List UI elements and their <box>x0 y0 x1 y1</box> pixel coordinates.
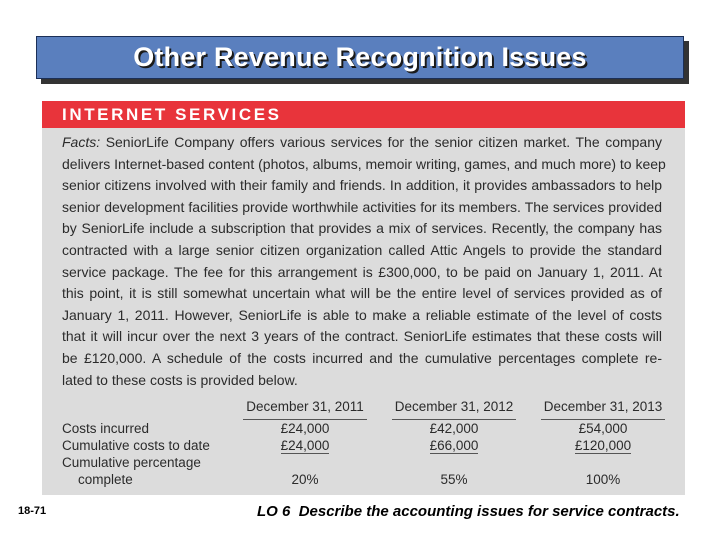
facts-line: delivers Internet-based content (photos, albums, memoir writing, games, and much more) to keep <box>62 155 666 172</box>
row-label-complete: complete <box>78 472 133 487</box>
cell-costs-2013: £54,000 <box>578 421 628 436</box>
row-label-costs-incurred: Costs incurred <box>62 421 150 436</box>
cell-percent-2013: 100% <box>585 472 621 487</box>
learning-objective-footer <box>257 503 680 520</box>
column-header-2012: December 31, 2012 <box>392 397 516 420</box>
facts-line: senior development facilities provide worthwhile activities for its members. The services provided <box>62 198 662 215</box>
cell-cumulative-2011: £24,000 <box>280 438 330 453</box>
cell-cumulative-2013: £120,000 <box>574 438 632 453</box>
facts-line: contracted with a large senior citizen organization called Attic Angels to provide the standard <box>62 241 662 258</box>
slide-title: Other Revenue Recognition Issues <box>133 42 587 72</box>
column-header-2011: December 31, 2011 <box>243 397 367 420</box>
section-banner <box>42 101 685 128</box>
learning-objective-text: Describe the accounting issues for service contracts. <box>298 503 680 520</box>
facts-label: Facts: <box>62 134 101 150</box>
textbook-excerpt-panel <box>42 101 685 495</box>
facts-line: senior citizens involved with their family and friends. In addition, it provides ambassadors to help <box>62 177 662 194</box>
facts-line: that it will incur over the next 3 years of the contract. SeniorLife estimates that these costs will <box>62 328 662 345</box>
page-number: 18-71 <box>18 505 47 517</box>
learning-objective-id: LO 6 <box>257 503 291 520</box>
cell-cumulative-2012: £66,000 <box>429 438 479 453</box>
facts-line: January 1, 2011. However, SeniorLife is able to make a reliable estimate of the level of costs <box>62 306 662 323</box>
row-label-cumulative-costs: Cumulative costs to date <box>62 438 210 453</box>
facts-line: lated to these costs is provided below. <box>62 371 298 388</box>
facts-paragraph <box>62 132 666 391</box>
facts-line: be £120,000. A schedule of the costs incurred and the cumulative percentages complete re- <box>62 349 662 366</box>
column-header-2013: December 31, 2013 <box>541 397 665 420</box>
section-heading: INTERNET SERVICES <box>62 105 282 124</box>
cell-percent-2011: 20% <box>291 472 319 487</box>
facts-line: by SeniorLife include a subscription that provides a mix of services. Recently, the company has <box>62 220 662 237</box>
facts-line: service package. The fee for this arrangement is £300,000, to be paid on January 1, 2011. At <box>62 263 662 280</box>
title-bar <box>36 36 684 79</box>
facts-line: Facts: SeniorLife Company offers various services for the senior citizen market. The company <box>62 134 662 150</box>
facts-line: this point, it is still somewhat uncertain what will be the entire level of services provided as of <box>62 285 662 302</box>
cell-costs-2011: £24,000 <box>280 421 330 436</box>
cell-costs-2012: £42,000 <box>429 421 479 436</box>
row-label-cumulative-percentage: Cumulative percentage <box>62 455 201 470</box>
cell-percent-2012: 55% <box>440 472 468 487</box>
